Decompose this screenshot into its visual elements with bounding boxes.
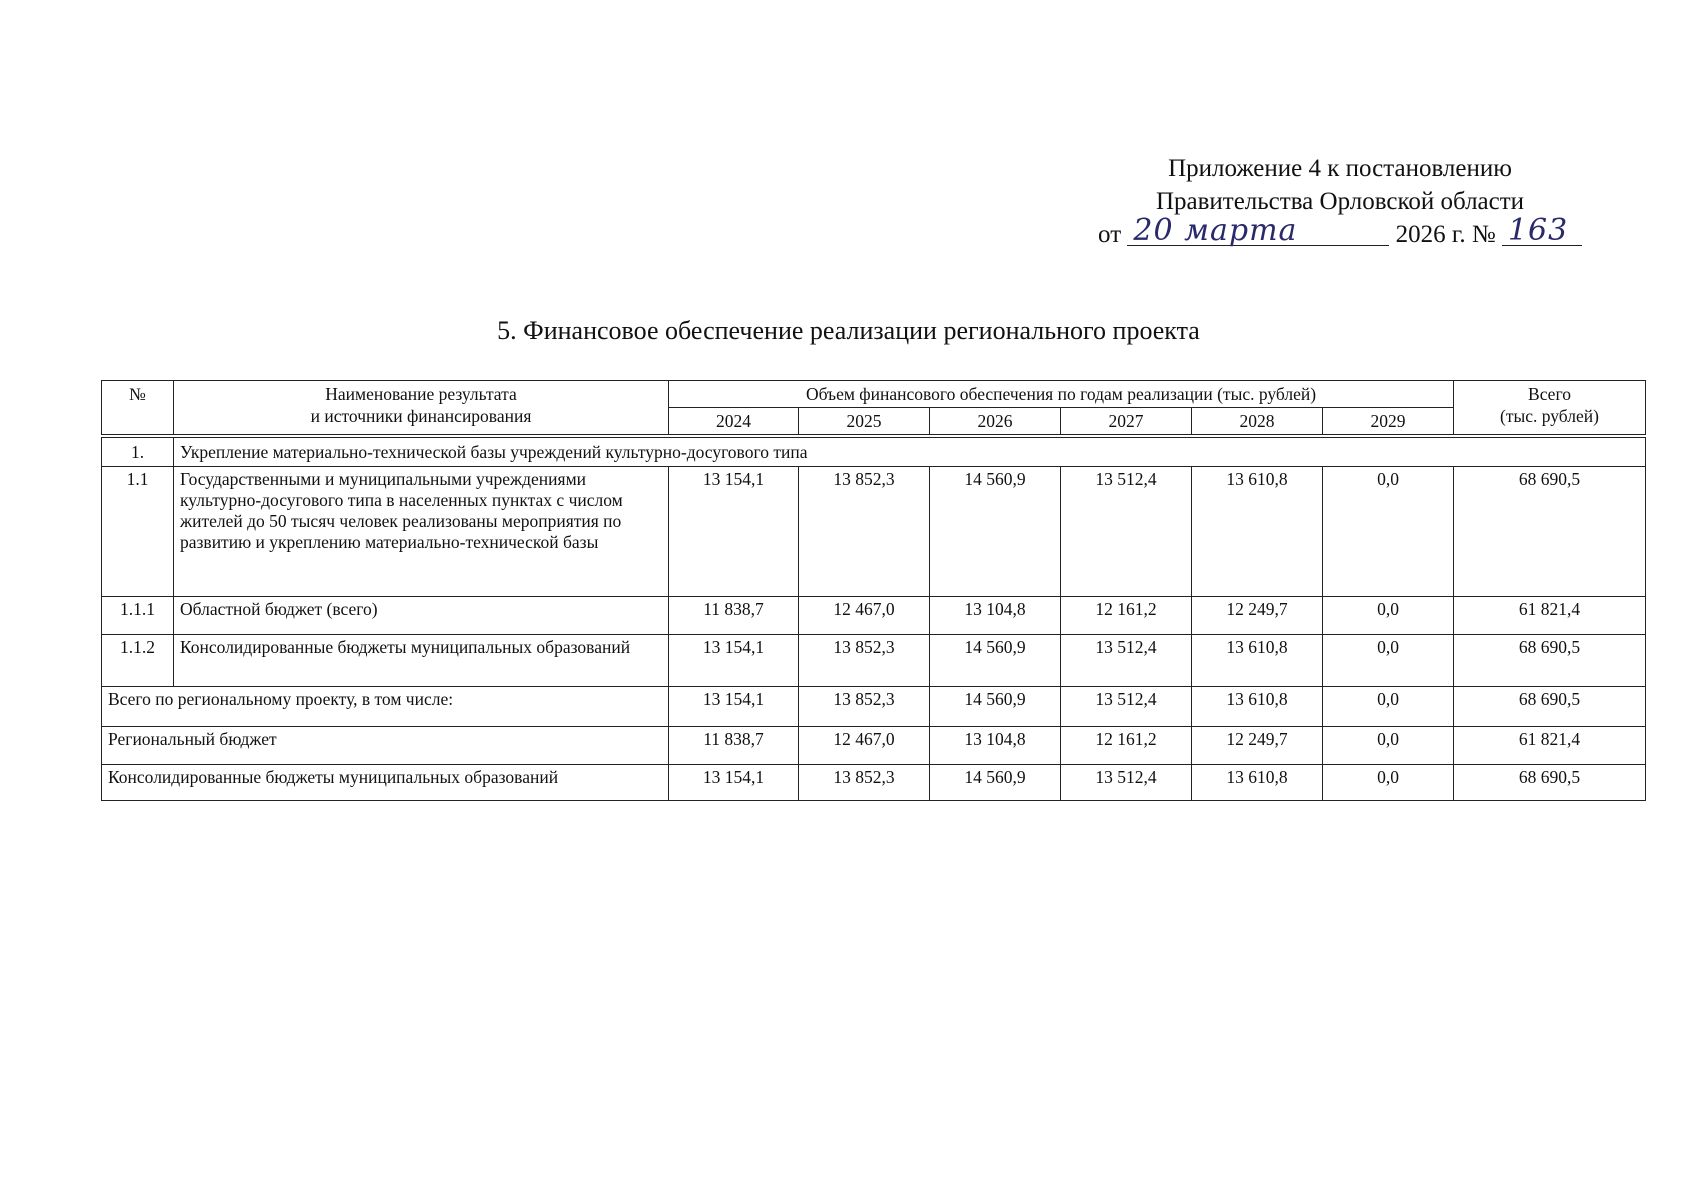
row-name: Государственными и муниципальными учреждениями культурно-досугового типа в населенных пунктах с числом жителей до 50 тысяч человек реализованы мероприятия по развитию и укреплению материально-технической базы — [174, 467, 669, 597]
header-name-line-1: Наименование результата — [325, 384, 517, 404]
summary-value: 12 467,0 — [799, 727, 930, 765]
table-row — [102, 635, 1646, 687]
handwritten-number: 163 — [1507, 213, 1569, 248]
row-value: 14 560,9 — [930, 467, 1061, 597]
header-volume: Объем финансового обеспечения по годам реализации (тыс. рублей) — [669, 381, 1454, 408]
summary-value: 13 610,8 — [1192, 687, 1323, 727]
date-field — [1127, 213, 1389, 248]
summary-value: 13 104,8 — [930, 727, 1061, 765]
header-total-line-1: Всего — [1528, 384, 1571, 404]
header-name-line-2: и источники финансирования — [310, 406, 532, 426]
row-value: 13 154,1 — [669, 635, 799, 687]
row-value: 13 512,4 — [1061, 635, 1192, 687]
row-value: 11 838,7 — [669, 597, 799, 635]
row-value: 13 852,3 — [799, 635, 930, 687]
row-value: 13 154,1 — [669, 467, 799, 597]
summary-value: 14 560,9 — [930, 765, 1061, 801]
number-field — [1502, 213, 1582, 248]
page-title: 5. Финансовое обеспечение реализации регионального проекта — [497, 316, 1200, 345]
header-year: 2026 — [930, 408, 1061, 437]
summary-value: 13 610,8 — [1192, 765, 1323, 801]
summary-value: 12 161,2 — [1061, 727, 1192, 765]
row-value: 0,0 — [1323, 635, 1454, 687]
row-total: 68 690,5 — [1454, 635, 1646, 687]
row-value: 12 161,2 — [1061, 597, 1192, 635]
row-value: 13 610,8 — [1192, 635, 1323, 687]
row-num: 1.1 — [102, 467, 174, 597]
section-num: 1. — [102, 436, 174, 467]
row-value: 13 512,4 — [1061, 467, 1192, 597]
summary-value: 13 512,4 — [1061, 687, 1192, 727]
handwritten-date: 20 марта — [1133, 213, 1298, 248]
summary-value: 13 154,1 — [669, 765, 799, 801]
row-value: 0,0 — [1323, 597, 1454, 635]
header-num: № — [102, 381, 174, 437]
row-num: 1.1.1 — [102, 597, 174, 635]
approval-block — [1090, 152, 1590, 251]
summary-value: 0,0 — [1323, 765, 1454, 801]
section-name: Укрепление материально-технической базы учреждений культурно-досугового типа — [174, 436, 1646, 467]
table-row — [102, 467, 1646, 597]
summary-total: 61 821,4 — [1454, 727, 1646, 765]
summary-value: 13 852,3 — [799, 687, 930, 727]
summary-row — [102, 687, 1646, 727]
summary-name: Консолидированные бюджеты муниципальных образований — [102, 765, 669, 801]
summary-row — [102, 727, 1646, 765]
row-name: Областной бюджет (всего) — [174, 597, 669, 635]
row-total: 61 821,4 — [1454, 597, 1646, 635]
header-year: 2027 — [1061, 408, 1192, 437]
row-num: 1.1.2 — [102, 635, 174, 687]
summary-value: 14 560,9 — [930, 687, 1061, 727]
header-year: 2025 — [799, 408, 930, 437]
summary-value: 0,0 — [1323, 727, 1454, 765]
approval-line-1: Приложение 4 к постановлению — [1168, 155, 1512, 182]
header-total-line-2: (тыс. рублей) — [1500, 406, 1599, 426]
summary-value: 13 852,3 — [799, 765, 930, 801]
row-value: 14 560,9 — [930, 635, 1061, 687]
financing-table — [101, 380, 1646, 801]
row-value: 13 104,8 — [930, 597, 1061, 635]
row-value: 12 467,0 — [799, 597, 930, 635]
row-value: 13 852,3 — [799, 467, 930, 597]
table-row — [102, 597, 1646, 635]
row-name: Консолидированные бюджеты муниципальных образований — [174, 635, 669, 687]
row-value: 12 249,7 — [1192, 597, 1323, 635]
date-prefix: от — [1098, 221, 1122, 248]
summary-name: Региональный бюджет — [102, 727, 669, 765]
summary-value: 0,0 — [1323, 687, 1454, 727]
approval-line-2: Правительства Орловской области — [1155, 188, 1525, 215]
header-year: 2029 — [1323, 408, 1454, 437]
summary-value: 12 249,7 — [1192, 727, 1323, 765]
table-header-row — [102, 381, 1646, 408]
summary-total: 68 690,5 — [1454, 687, 1646, 727]
summary-value: 13 512,4 — [1061, 765, 1192, 801]
year-and-number-label: 2026 г. № — [1395, 221, 1496, 248]
header-total — [1454, 381, 1646, 437]
header-year: 2028 — [1192, 408, 1323, 437]
summary-value: 11 838,7 — [669, 727, 799, 765]
approval-date-line — [1090, 213, 1590, 251]
row-value: 0,0 — [1323, 467, 1454, 597]
row-value: 13 610,8 — [1192, 467, 1323, 597]
summary-value: 13 154,1 — [669, 687, 799, 727]
summary-name: Всего по региональному проекту, в том числе: — [102, 687, 669, 727]
header-year: 2024 — [669, 408, 799, 437]
row-total: 68 690,5 — [1454, 467, 1646, 597]
summary-row — [102, 765, 1646, 801]
section-row — [102, 436, 1646, 467]
header-name — [174, 381, 669, 437]
summary-total: 68 690,5 — [1454, 765, 1646, 801]
